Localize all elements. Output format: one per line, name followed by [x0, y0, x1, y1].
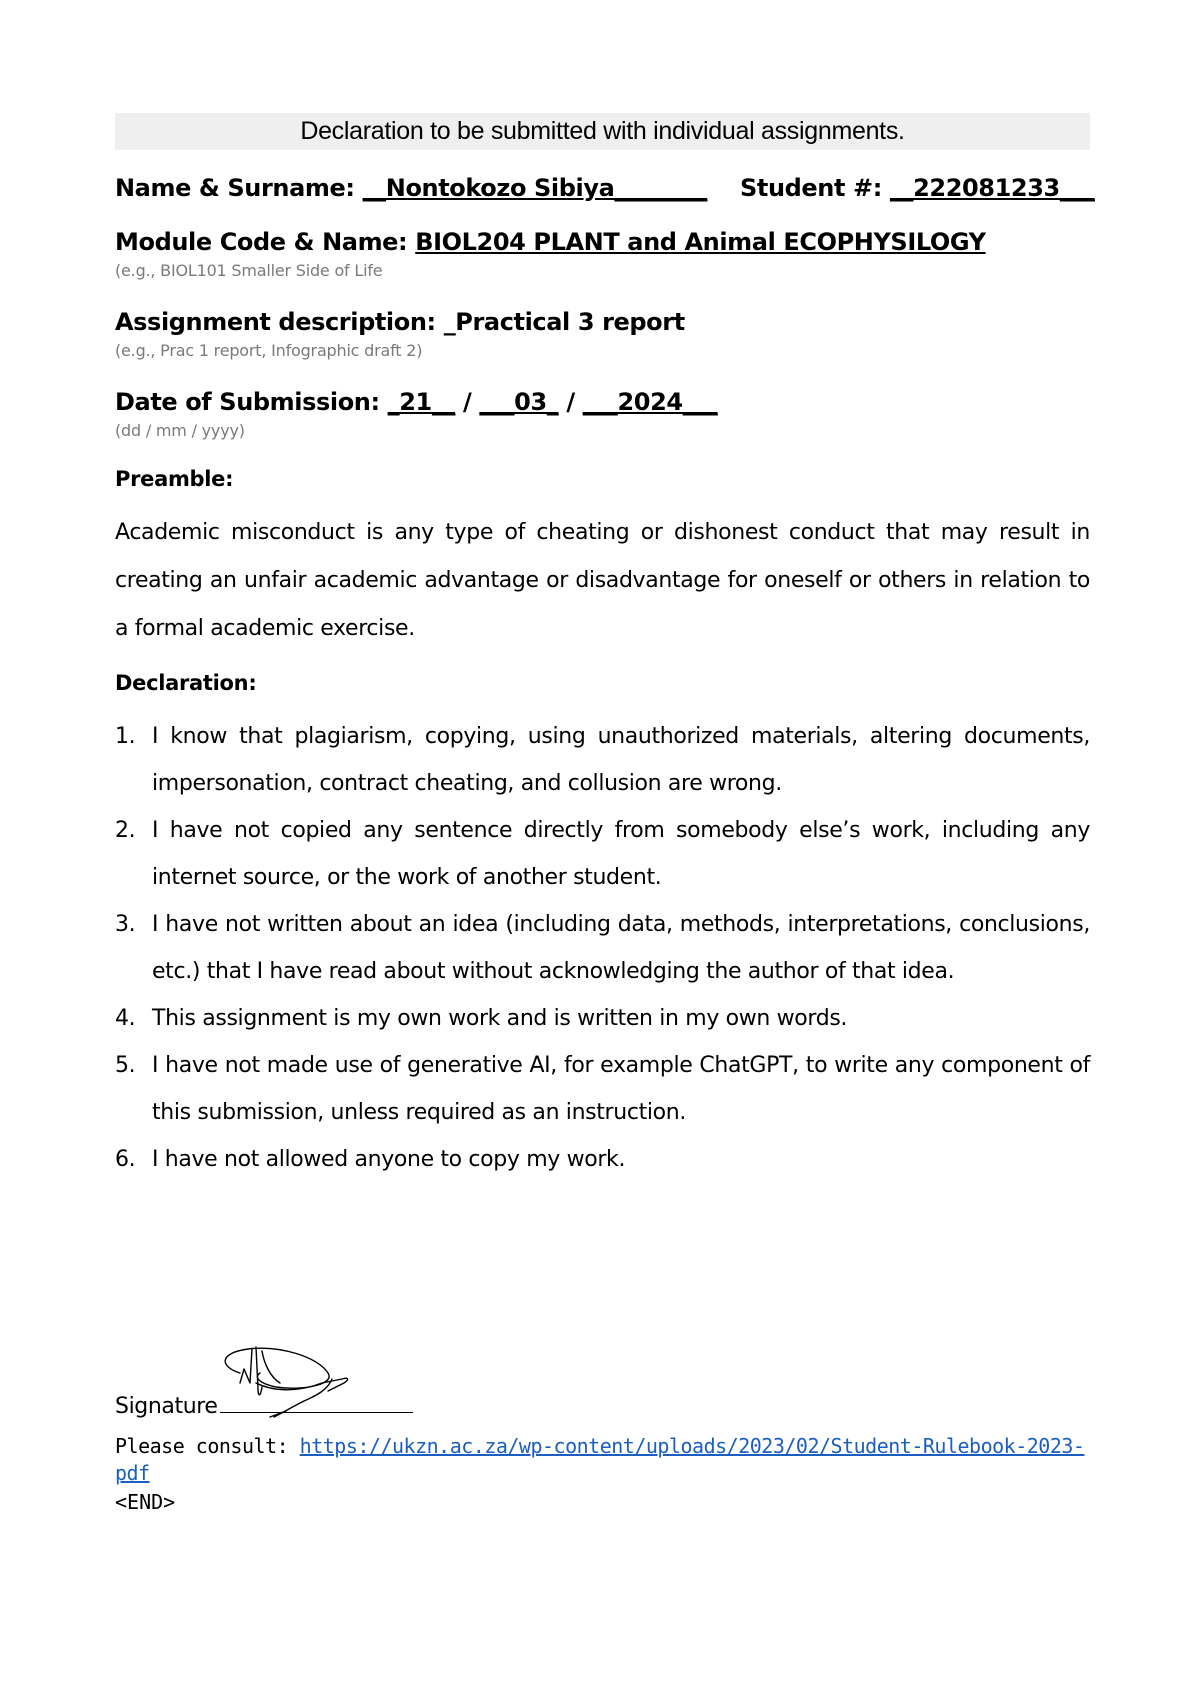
declaration-form	[115, 113, 1095, 1183]
form-banner: Declaration to be submitted with individual assignments.	[115, 113, 1090, 150]
consult-line	[115, 1433, 1090, 1487]
assignment-label: Assignment description:	[115, 308, 436, 336]
preamble-text: Academic misconduct is any type of cheating or dishonest conduct that may result in creating an unfair academic advantage or disadvantage for oneself or others in relation to a formal academic exercise.	[115, 520, 1090, 641]
signature-line	[115, 1385, 1090, 1429]
preamble-heading: Preamble:	[115, 467, 234, 491]
signature-block	[115, 1385, 1090, 1517]
date-day: _21__	[387, 388, 456, 416]
list-item	[115, 995, 1090, 1042]
date-year: ___2024___	[582, 388, 718, 416]
list-item	[115, 1136, 1090, 1183]
item-number: 1.	[115, 724, 136, 749]
student-number-field	[740, 171, 1095, 205]
item-text: This assignment is my own work and is written in my own words.	[152, 1006, 848, 1031]
list-item	[115, 901, 1090, 995]
item-text: I have not allowed anyone to copy my work.	[152, 1147, 626, 1172]
module-value: BIOL204 PLANT and Animal ECOPHYSILOGY	[415, 228, 986, 256]
student-number-label: Student #:	[740, 174, 882, 202]
list-item	[115, 807, 1090, 901]
date-row	[115, 385, 1090, 419]
name-value: __Nontokozo Sibiya________	[362, 174, 708, 202]
item-number: 3.	[115, 912, 136, 937]
list-item	[115, 1042, 1090, 1136]
declaration-heading: Declaration:	[115, 671, 257, 695]
date-hint: (dd / mm / yyyy)	[115, 421, 245, 440]
name-label: Name & Surname:	[115, 174, 355, 202]
handwritten-signature	[200, 1343, 370, 1439]
item-number: 6.	[115, 1147, 136, 1172]
item-text: I have not written about an idea (including data, methods, interpretations, conclusions, etc.) that I have read about without acknowledging the author of that idea.	[152, 912, 1090, 984]
signature-label: Signature	[115, 1394, 218, 1419]
item-number: 2.	[115, 818, 136, 843]
item-text: I have not copied any sentence directly from somebody else’s work, including any internet source, or the work of another student.	[152, 818, 1090, 890]
name-row	[115, 171, 1095, 205]
module-row	[115, 225, 1090, 259]
end-marker: <END>	[115, 1490, 176, 1514]
item-number: 4.	[115, 1006, 136, 1031]
module-label: Module Code & Name:	[115, 228, 408, 256]
date-month: ___03_	[479, 388, 559, 416]
assignment-value: _Practical 3 report	[443, 308, 685, 336]
consult-prefix: Please consult:	[115, 1434, 300, 1458]
item-number: 5.	[115, 1053, 136, 1078]
date-separator: /	[463, 388, 472, 416]
declaration-list	[115, 713, 1090, 1183]
rulebook-link[interactable]: https://ukzn.ac.za/wp-content/uploads/2023/02/Student-Rulebook-2023-pdf	[115, 1434, 1085, 1485]
list-item	[115, 713, 1090, 807]
date-label: Date of Submission:	[115, 388, 380, 416]
item-text: I have not made use of generative AI, for example ChatGPT, to write any component of this submission, unless required as an instruction.	[152, 1053, 1090, 1125]
item-text: I know that plagiarism, copying, using unauthorized materials, altering documents, impersonation, contract cheating, and collusion are wrong.	[152, 724, 1090, 796]
student-number-value: __222081233___	[889, 174, 1095, 202]
date-separator: /	[566, 388, 575, 416]
assignment-hint: (e.g., Prac 1 report, Infographic draft 2)	[115, 341, 423, 360]
module-hint: (e.g., BIOL101 Smaller Side of Life	[115, 261, 383, 280]
assignment-row	[115, 305, 1090, 339]
